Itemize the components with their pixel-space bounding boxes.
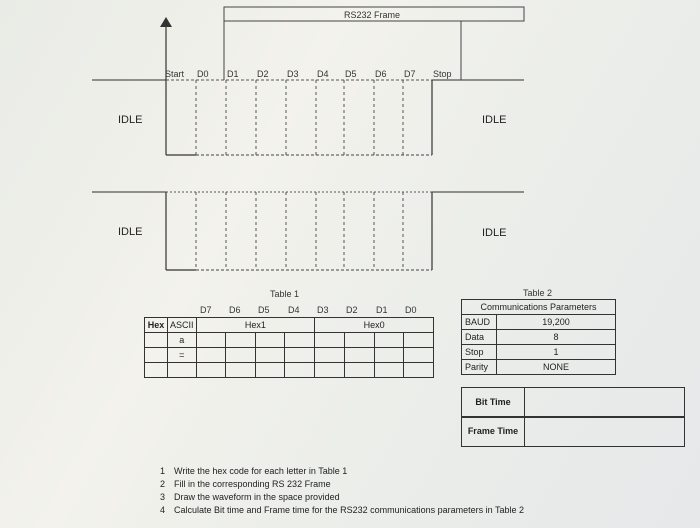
- table1-row: [145, 333, 434, 348]
- table1-header-row: [145, 318, 434, 333]
- idle-label-top-right: IDLE: [482, 114, 507, 126]
- bit-label: D5: [345, 69, 357, 79]
- bit-cell[interactable]: [285, 333, 315, 348]
- param-value: 8: [497, 330, 616, 345]
- table2-row: [462, 345, 616, 360]
- table2-row: [462, 360, 616, 375]
- table2-title: Table 2: [523, 288, 553, 298]
- bit-cell[interactable]: [255, 333, 285, 348]
- instruction-item: [160, 478, 680, 491]
- ascii-cell: a: [168, 333, 197, 348]
- bit-label: D6: [375, 69, 387, 79]
- bit-cell[interactable]: [226, 363, 256, 378]
- bit-cell[interactable]: [404, 363, 434, 378]
- bit-label: D7: [404, 69, 416, 79]
- table1: [144, 317, 434, 378]
- table1-bit-header: D4: [288, 305, 300, 315]
- instructions-list: [160, 465, 680, 517]
- idle-label-top-left: IDLE: [118, 114, 143, 126]
- instruction-number: 4: [160, 505, 166, 515]
- bit-label: D4: [317, 69, 329, 79]
- start-arrow-icon: [160, 17, 172, 27]
- bit-cell[interactable]: [315, 348, 345, 363]
- param-name: Stop: [462, 345, 497, 360]
- instruction-number: 1: [160, 466, 166, 476]
- bit-label: D2: [257, 69, 269, 79]
- instruction-item: [160, 504, 680, 517]
- table2: [461, 314, 616, 375]
- table1-bit-header: D2: [346, 305, 358, 315]
- bit-cell[interactable]: [255, 363, 285, 378]
- ascii-cell: =: [168, 348, 197, 363]
- hex-cell[interactable]: [145, 348, 168, 363]
- bit-cell[interactable]: [374, 348, 404, 363]
- bit-cell[interactable]: [285, 363, 315, 378]
- table1-bit-header: D6: [229, 305, 241, 315]
- hex-cell[interactable]: [145, 363, 168, 378]
- bit-cell[interactable]: [404, 348, 434, 363]
- bit-cell[interactable]: [315, 363, 345, 378]
- table1-bit-header: D5: [258, 305, 270, 315]
- bit-time-label: Bit Time: [462, 388, 525, 417]
- instruction-text: Write the hex code for each letter in Table 1: [174, 466, 348, 476]
- table2-row: [462, 330, 616, 345]
- frame-time-answer[interactable]: [525, 417, 684, 446]
- instruction-number: 3: [160, 492, 166, 502]
- bit-cell[interactable]: [344, 363, 374, 378]
- param-name: BAUD: [462, 315, 497, 330]
- param-value: NONE: [497, 360, 616, 375]
- bit-cell[interactable]: [226, 333, 256, 348]
- bit-label: Stop: [433, 69, 452, 79]
- frame-title: RS232 Frame: [344, 10, 401, 20]
- param-value: 19,200: [497, 315, 616, 330]
- bit-cell[interactable]: [285, 348, 315, 363]
- bit-cell[interactable]: [374, 363, 404, 378]
- bit-cell[interactable]: [315, 333, 345, 348]
- table1-bit-header: D0: [405, 305, 417, 315]
- bit-time-row: [461, 387, 685, 418]
- idle-label-bottom-left: IDLE: [118, 226, 143, 238]
- bit-label: D3: [287, 69, 299, 79]
- table1-bit-header: D3: [317, 305, 329, 315]
- frame-time-row: [461, 416, 685, 447]
- instruction-text: Calculate Bit time and Frame time for the RS232 communications parameters in Table 2: [174, 505, 524, 515]
- bit-cell[interactable]: [196, 333, 226, 348]
- table1-bit-headers: [145, 305, 435, 317]
- bit-labels: [165, 69, 452, 79]
- instruction-text: Draw the waveform in the space provided: [174, 492, 340, 502]
- param-name: Parity: [462, 360, 497, 375]
- table1-title: Table 1: [270, 289, 300, 299]
- table1-bit-header: D1: [376, 305, 388, 315]
- table2-row: [462, 315, 616, 330]
- bit-cell[interactable]: [196, 363, 226, 378]
- blank-bit-cells: [166, 192, 432, 270]
- hex1-header: Hex1: [196, 318, 315, 333]
- ascii-header: ASCII: [168, 318, 197, 333]
- bit-time-answer[interactable]: [525, 388, 684, 417]
- table2-subtitle: Communications Parameters: [461, 299, 616, 315]
- bit-label: D1: [227, 69, 239, 79]
- hex0-header: Hex0: [315, 318, 434, 333]
- bit-label: Start: [165, 69, 185, 79]
- param-name: Data: [462, 330, 497, 345]
- instruction-item: [160, 491, 680, 504]
- table1-bit-header: D7: [200, 305, 212, 315]
- bit-cell[interactable]: [404, 333, 434, 348]
- bit-cell[interactable]: [344, 348, 374, 363]
- bit-cells: [166, 80, 432, 155]
- bit-cell[interactable]: [196, 348, 226, 363]
- instruction-number: 2: [160, 479, 166, 489]
- frame-time-label: Frame Time: [462, 417, 525, 446]
- bit-cell[interactable]: [226, 348, 256, 363]
- hex-cell[interactable]: [145, 333, 168, 348]
- instruction-item: [160, 465, 680, 478]
- hex-header: Hex: [145, 318, 168, 333]
- ascii-cell: [168, 363, 197, 378]
- instruction-text: Fill in the corresponding RS 232 Frame: [174, 479, 331, 489]
- idle-label-bottom-right: IDLE: [482, 227, 507, 239]
- param-value: 1: [497, 345, 616, 360]
- bit-cell[interactable]: [255, 348, 285, 363]
- bit-label: D0: [197, 69, 209, 79]
- table1-row: [145, 348, 434, 363]
- table1-row: [145, 363, 434, 378]
- bit-cell[interactable]: [344, 333, 374, 348]
- bit-cell[interactable]: [374, 333, 404, 348]
